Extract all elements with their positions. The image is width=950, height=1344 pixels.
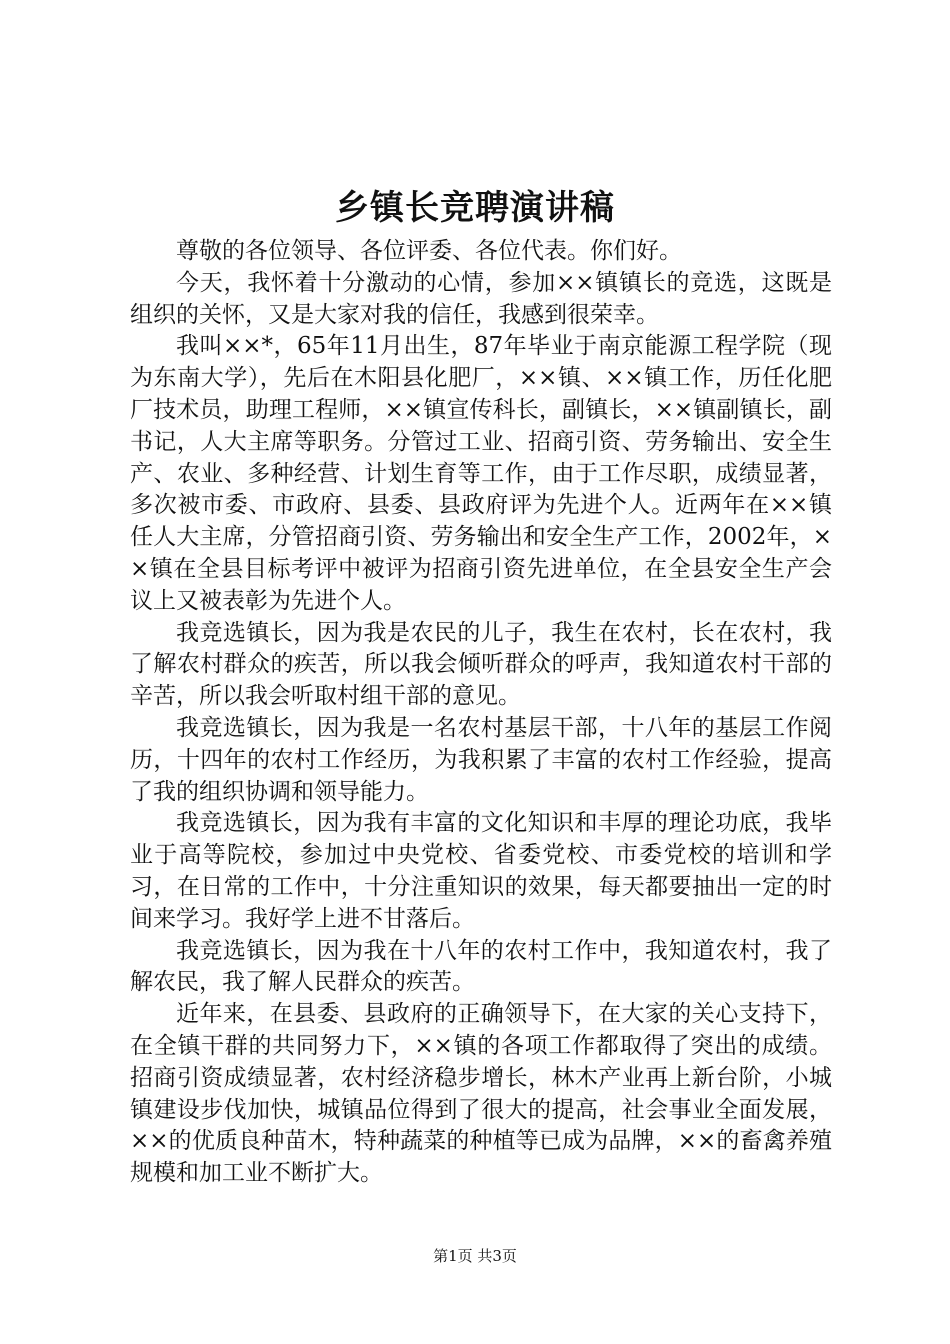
page-footer: 第1页 共3页 bbox=[433, 1247, 517, 1265]
paragraph-reason-farmer: 我竞选镇长，因为我是农民的儿子，我生在农村，长在农村，我了解农村群众的疾苦，所以我会倾听群众的呼声，我知道农村干部的辛苦，所以我会听取村组干部的意见。 bbox=[130, 619, 832, 710]
paragraph-opening: 今天，我怀着十分激动的心情，参加××镇镇长的竞选，这既是组织的关怀，又是大家对我的信任，我感到很荣幸。 bbox=[130, 269, 832, 328]
document-body bbox=[130, 236, 832, 1190]
paragraph-achievements: 近年来，在县委、县政府的正确领导下，在大家的关心支持下，在全镇干群的共同努力下，××镇的各项工作都取得了突出的成绩。招商引资成绩显著，农村经济稳步增长，林木产业再上新台阶，小城镇建设步伐加快，城镇品位得到了很大的提高，社会事业全面发展，××的优质良种苗木，特种蔬菜的种植等已成为品牌，××的畜禽养殖规模和加工业不断扩大。 bbox=[130, 1001, 832, 1187]
paragraph-biography: 我叫××*，65年11月出生，87年毕业于南京能源工程学院（现为东南大学），先后在木阳县化肥厂，××镇、××镇工作，历任化肥厂技术员，助理工程师，××镇宣传科长，副镇长，××镇副镇长，副书记，人大主席等职务。分管过工业、招商引资、劳务输出、安全生产、农业、多种经营、计划生育等工作，由于工作尽职，成绩显著，多次被市委、市政府、县委、县政府评为先进个人。近两年在××镇任人大主席，分管招商引资、劳务输出和安全生产工作，2002年，××镇在全县目标考评中被评为招商引资先进单位，在全县安全生产会议上又被表彰为先进个人。 bbox=[130, 333, 832, 614]
paragraph-reason-knowledge: 我竞选镇长，因为我有丰富的文化知识和丰厚的理论功底，我毕业于高等院校，参加过中央党校、省委党校、市委党校的培训和学习，在日常的工作中，十分注重知识的效果，每天都要抽出一定的时间来学习。我好学上进不甘落后。 bbox=[130, 810, 832, 932]
paragraph-reason-understanding: 我竞选镇长，因为我在十八年的农村工作中，我知道农村，我了解农民，我了解人民群众的疾苦。 bbox=[130, 937, 832, 996]
document-title: 乡镇长竞聘演讲稿 bbox=[335, 188, 615, 228]
paragraph-reason-experience: 我竞选镇长，因为我是一名农村基层干部，十八年的基层工作阅历，十四年的农村工作经历，为我积累了丰富的农村工作经验，提高了我的组织协调和领导能力。 bbox=[130, 714, 832, 805]
paragraph-greeting: 尊敬的各位领导、各位评委、各位代表。你们好。 bbox=[176, 238, 682, 264]
